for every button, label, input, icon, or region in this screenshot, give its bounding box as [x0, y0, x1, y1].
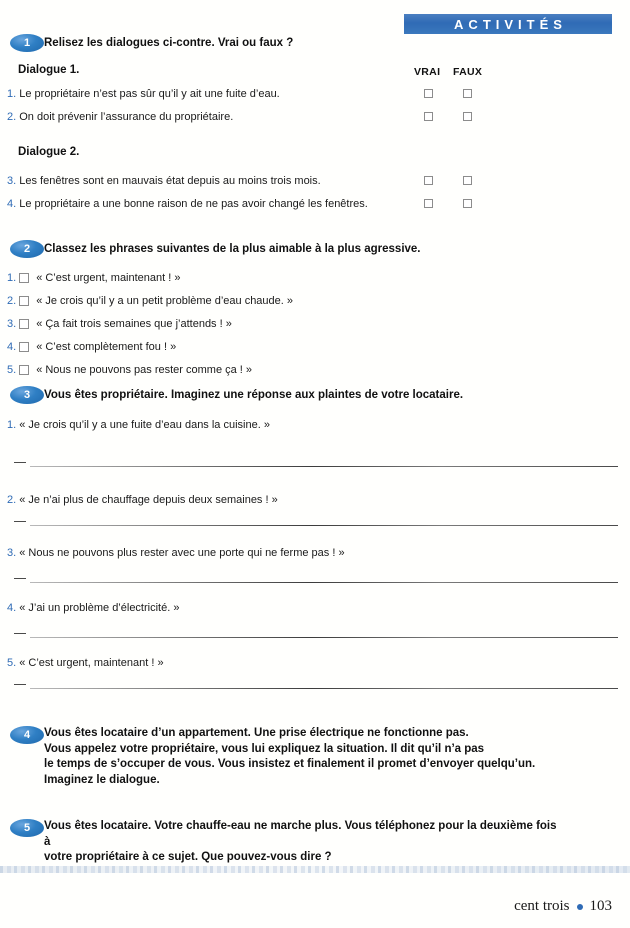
- exercise-3-badge-slot: [0, 386, 44, 404]
- item-text: « Ça fait trois semaines que j’attends ! »: [36, 318, 232, 330]
- exercise-number-badge: 2: [10, 240, 44, 258]
- answer-dash: [14, 633, 26, 634]
- item-number: 4.: [7, 341, 17, 353]
- exercise-5: [0, 819, 630, 866]
- item-text: Le propriétaire a une bonne raison de ne pas avoir changé les fenêtres.: [19, 198, 368, 210]
- vrai-checkbox[interactable]: [424, 89, 433, 98]
- exercise-number-badge: 5: [10, 819, 44, 837]
- exercise-4-instruction: [44, 726, 564, 788]
- item-number: 3.: [7, 175, 17, 187]
- answer-line[interactable]: [30, 637, 618, 638]
- answer-line[interactable]: [30, 466, 618, 467]
- instruction-line: Vous êtes locataire. Votre chauffe-eau ne marche plus. Vous téléphonez pour la deuxième fois à: [44, 820, 557, 848]
- exercise-number-badge: 4: [10, 726, 44, 744]
- order-checkbox[interactable]: [19, 319, 29, 329]
- exercise-3-header: [0, 386, 630, 404]
- exercise-2-item: [7, 363, 252, 377]
- item-text: « Je n’ai plus de chauffage depuis deux semaines ! »: [19, 494, 278, 506]
- exercise-4: [0, 726, 630, 788]
- item-number: 2.: [7, 111, 17, 123]
- item-number: 1.: [7, 419, 17, 431]
- exercise-3-item: [7, 656, 164, 670]
- exercise-1-badge-slot: [0, 34, 44, 52]
- exercise-number-badge: 1: [10, 34, 44, 52]
- page-number: 103: [589, 898, 612, 914]
- page-number-words: cent trois: [514, 898, 570, 914]
- vrai-column-header: VRAI: [414, 66, 441, 78]
- item-text: « J’ai un problème d’électricité. »: [19, 602, 180, 614]
- exercise-2-item: [7, 317, 232, 331]
- exercise-2-item: [7, 271, 181, 285]
- answer-dash: [14, 578, 26, 579]
- exercise-1: [0, 34, 630, 52]
- item-number: 3.: [7, 318, 17, 330]
- exercise-2-header: [0, 240, 630, 258]
- answer-line[interactable]: [30, 525, 618, 526]
- exercise-3: [0, 386, 630, 404]
- vrai-checkbox[interactable]: [424, 176, 433, 185]
- answer-dash: [14, 462, 26, 463]
- answer-dash: [14, 521, 26, 522]
- exercise-4-badge-slot: [0, 726, 44, 744]
- exercise-5-badge-slot: [0, 819, 44, 837]
- item-text: « Je crois qu’il y a une fuite d’eau dans la cuisine. »: [19, 419, 270, 431]
- item-number: 5.: [7, 657, 17, 669]
- activities-banner: [404, 14, 612, 34]
- item-text: « C’est urgent, maintenant ! »: [19, 657, 164, 669]
- dialogue-2-group: [0, 146, 630, 158]
- page-footer: [514, 898, 612, 915]
- exercise-1-item: [7, 197, 368, 211]
- instruction-line: Vous êtes locataire d’un appartement. Une prise électrique ne fonctionne pas.: [44, 727, 469, 739]
- exercise-3-item: [7, 418, 270, 432]
- dialogue-1-label: Dialogue 1.: [18, 64, 80, 76]
- item-text: On doit prévenir l’assurance du propriétaire.: [19, 111, 234, 123]
- faux-checkbox[interactable]: [463, 199, 472, 208]
- vrai-checkbox[interactable]: [424, 199, 433, 208]
- item-number: 5.: [7, 364, 17, 376]
- order-checkbox[interactable]: [19, 342, 29, 352]
- exercise-1-header: [0, 34, 630, 52]
- item-number: 1.: [7, 88, 17, 100]
- vrai-checkbox[interactable]: [424, 112, 433, 121]
- order-checkbox[interactable]: [19, 273, 29, 283]
- exercise-2: [0, 240, 630, 258]
- item-text: Le propriétaire n’est pas sûr qu’il y ait une fuite d’eau.: [19, 88, 280, 100]
- activities-banner-label: ACTIVITÉS: [454, 16, 567, 32]
- item-text: « C’est urgent, maintenant ! »: [36, 272, 181, 284]
- item-number: 4.: [7, 198, 17, 210]
- item-number: 2.: [7, 295, 17, 307]
- decorative-band: [0, 866, 630, 873]
- item-text: Les fenêtres sont en mauvais état depuis au moins trois mois.: [19, 175, 321, 187]
- instruction-line: Vous appelez votre propriétaire, vous lui expliquez la situation. Il dit qu’il n’a pas: [44, 742, 485, 755]
- item-text: « Nous ne pouvons pas rester comme ça ! »: [36, 364, 253, 376]
- item-number: 2.: [7, 494, 17, 506]
- exercise-3-item: [7, 546, 345, 560]
- instruction-line: votre propriétaire à ce sujet. Que pouvez-vous dire ?: [44, 851, 332, 863]
- dialogue-2-label: Dialogue 2.: [18, 146, 80, 158]
- exercise-3-item: [7, 601, 179, 615]
- faux-checkbox[interactable]: [463, 176, 472, 185]
- exercise-1-item: [7, 110, 233, 124]
- answer-line[interactable]: [30, 688, 618, 689]
- answer-line[interactable]: [30, 582, 618, 583]
- bullet-icon: [577, 904, 583, 910]
- exercise-3-item: [7, 493, 278, 507]
- order-checkbox[interactable]: [19, 296, 29, 306]
- instruction-line: Imaginez le dialogue.: [44, 773, 160, 786]
- exercise-2-badge-slot: [0, 240, 44, 258]
- exercise-1-item: [7, 174, 321, 188]
- faux-checkbox[interactable]: [463, 112, 472, 121]
- exercise-5-header: [0, 819, 630, 866]
- exercise-3-instruction: Vous êtes propriétaire. Imaginez une réponse aux plaintes de votre locataire.: [44, 389, 464, 401]
- exercise-1-item: [7, 87, 280, 101]
- instruction-line: le temps de s’occuper de vous. Vous insistez et finalement il promet d’envoyer quelqu’un.: [44, 758, 536, 770]
- exercise-2-instruction: Classez les phrases suivantes de la plus aimable à la plus agressive.: [44, 243, 421, 255]
- item-text: « Nous ne pouvons plus rester avec une porte qui ne ferme pas ! »: [19, 547, 345, 559]
- item-number: 1.: [7, 272, 17, 284]
- exercise-number-badge: 3: [10, 386, 44, 404]
- item-text: « Je crois qu’il y a un petit problème d’eau chaude. »: [36, 295, 294, 307]
- faux-column-header: FAUX: [453, 66, 483, 78]
- item-number: 4.: [7, 602, 17, 614]
- order-checkbox[interactable]: [19, 365, 29, 375]
- exercise-1-instruction: Relisez les dialogues ci-contre. Vrai ou faux ?: [44, 37, 294, 49]
- exercise-5-instruction: [44, 819, 564, 866]
- exercise-4-header: [0, 726, 630, 788]
- item-number: 3.: [7, 547, 17, 559]
- item-text: « C’est complètement fou ! »: [36, 341, 177, 353]
- dialogue-1-group: [0, 64, 630, 76]
- faux-checkbox[interactable]: [463, 89, 472, 98]
- exercise-2-item: [7, 340, 176, 354]
- answer-dash: [14, 684, 26, 685]
- exercise-2-item: [7, 294, 293, 308]
